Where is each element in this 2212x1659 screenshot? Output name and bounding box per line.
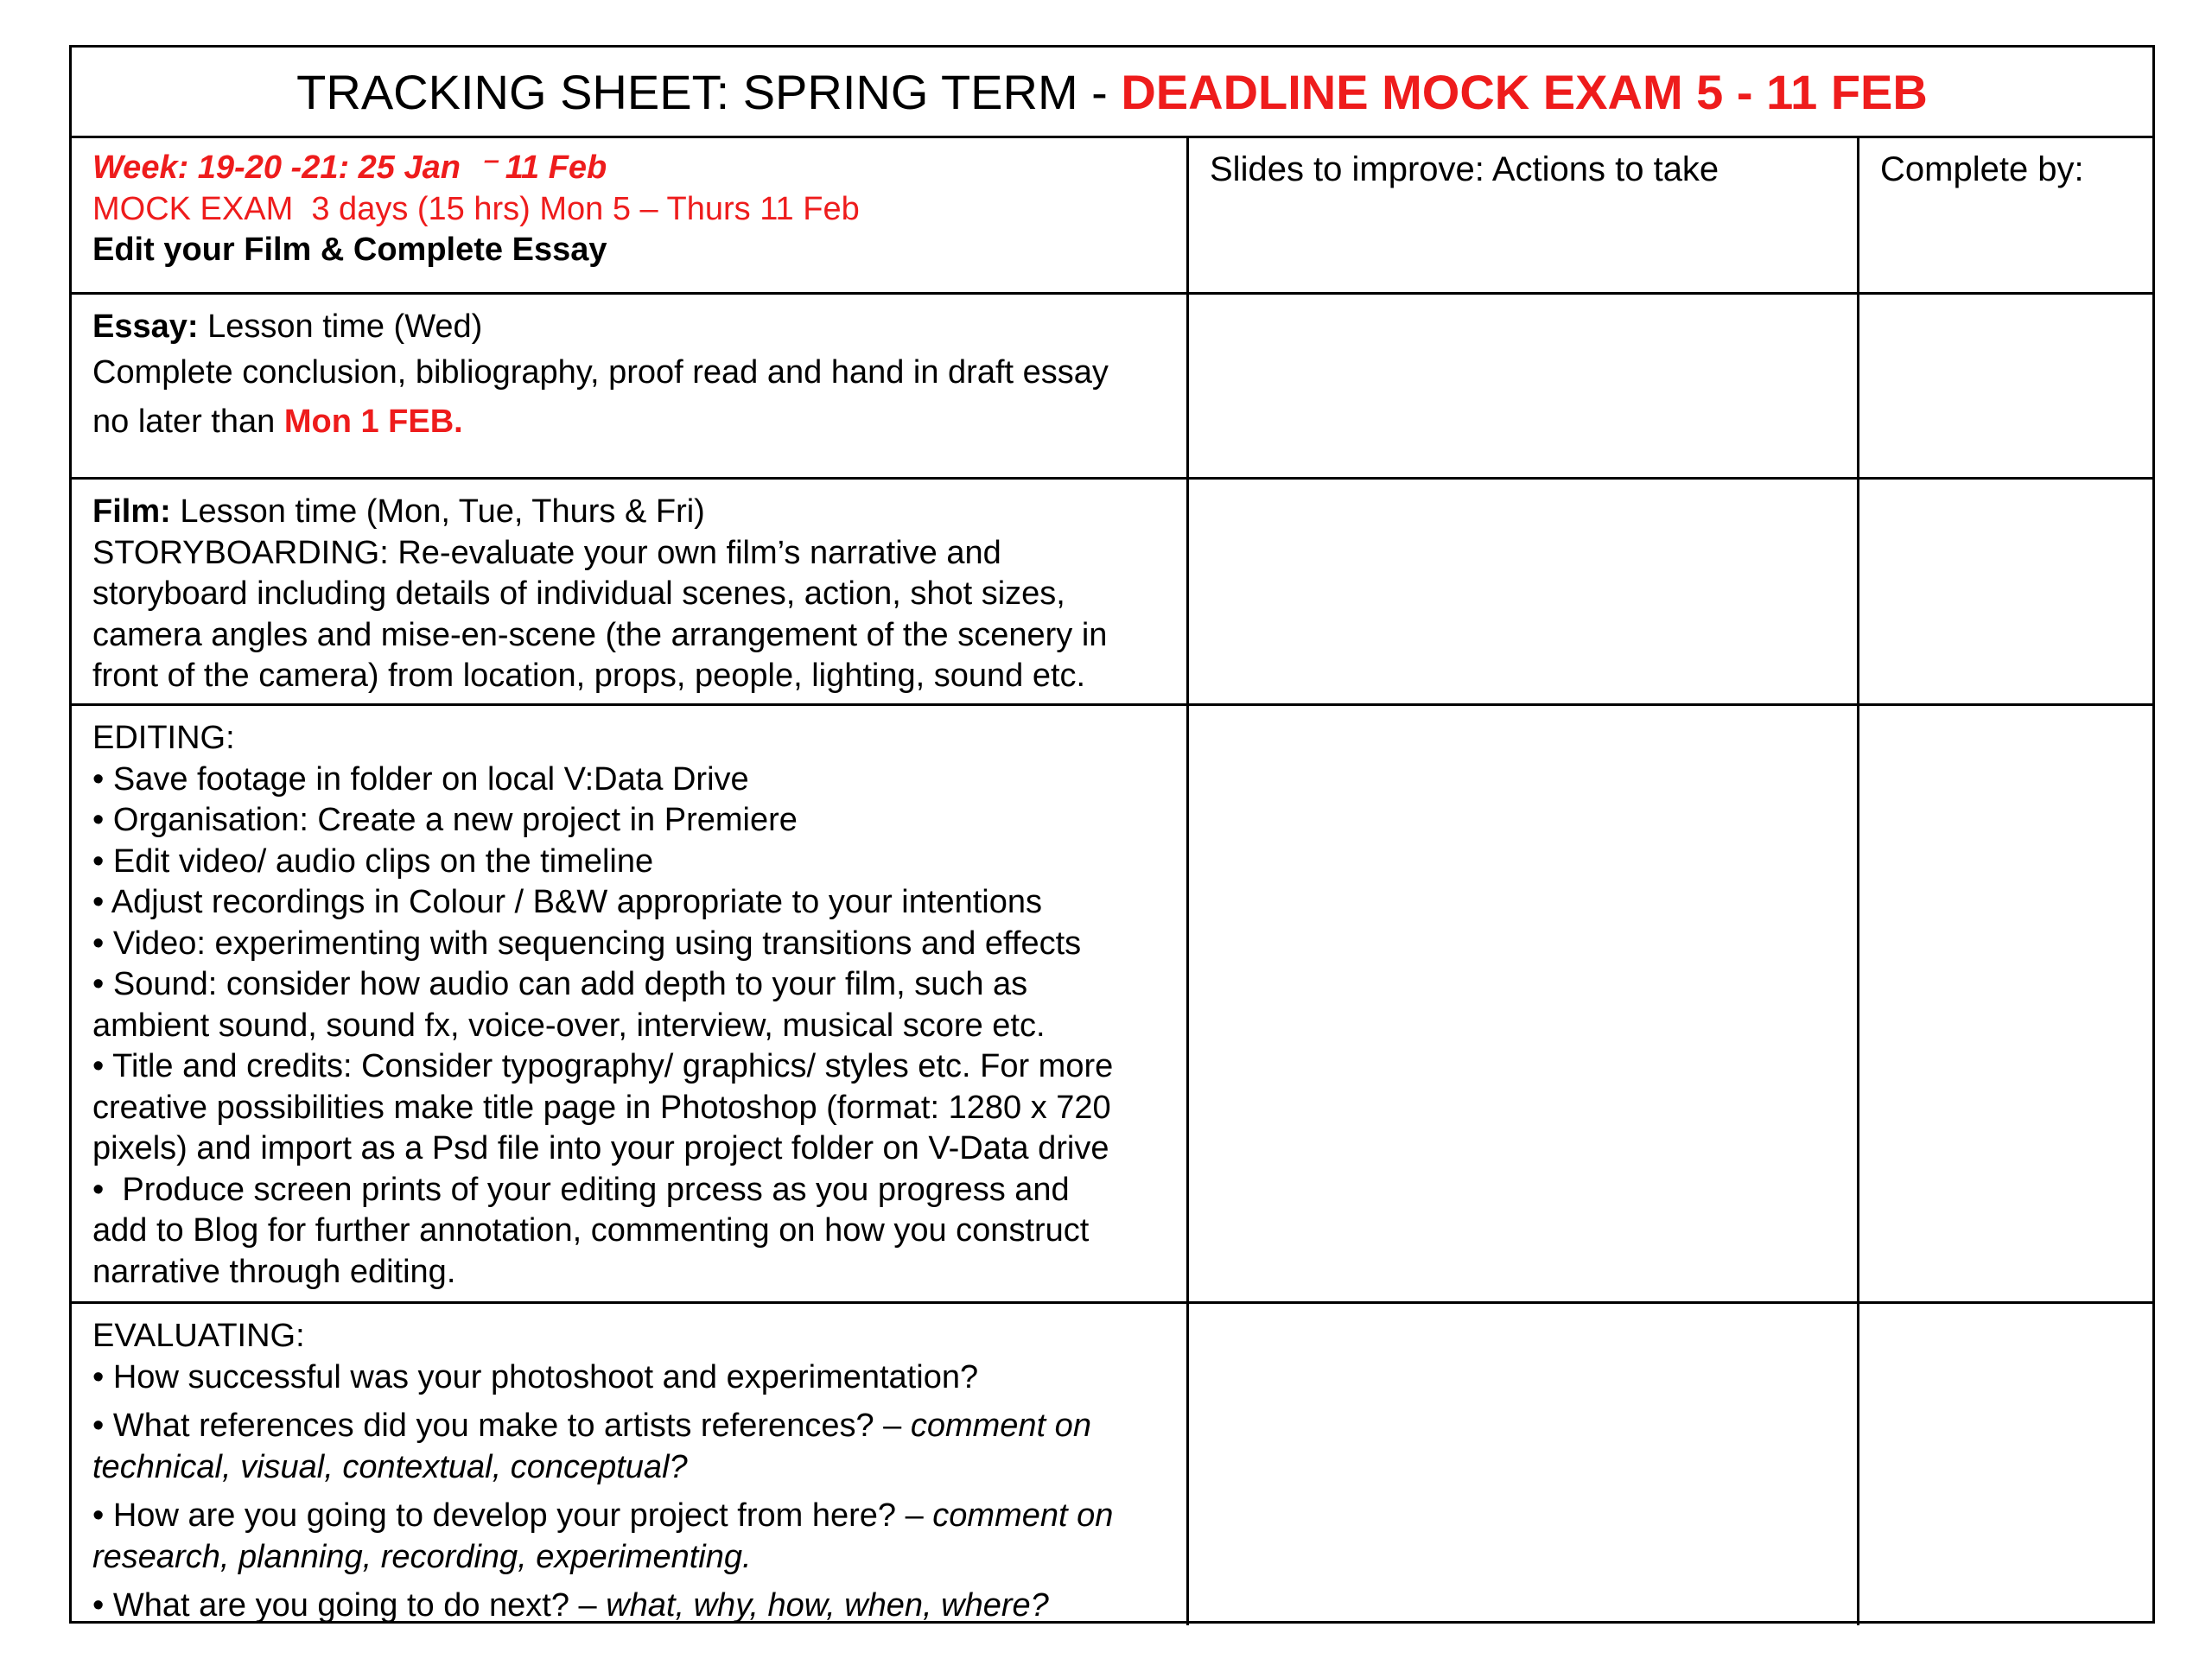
essay-deadline-line xyxy=(92,397,1186,447)
essay-time: Lesson time (Wed) xyxy=(198,308,483,345)
essay-complete-by-cell[interactable] xyxy=(1859,295,2152,477)
editing-line: add to Blog for further annotation, commenting on how you construct xyxy=(92,1212,1090,1249)
editing-actions-cell[interactable] xyxy=(1189,706,1859,1301)
question-hint: comment on xyxy=(910,1408,1091,1444)
tracking-sheet-table xyxy=(69,45,2155,1624)
essay-deadline-prefix: no later than xyxy=(92,403,284,440)
film-line: storyboard including details of individual scenes, action, shot sizes, xyxy=(92,575,1065,612)
question-hint: what, why, how, when, where? xyxy=(606,1587,1049,1624)
essay-row xyxy=(72,295,2152,480)
question-hint: technical, visual, contextual, conceptual? xyxy=(92,1448,688,1485)
essay-deadline: Mon 1 FEB. xyxy=(283,403,463,440)
film-label: Film: xyxy=(92,493,171,530)
editing-line: • Title and credits: Consider typography/ graphics/ styles etc. For more xyxy=(92,1048,1114,1084)
editing-row xyxy=(72,706,2152,1304)
evaluating-question xyxy=(92,1406,1186,1447)
complete-by-column-header xyxy=(1859,136,2152,292)
actions-header-label: Slides to improve: Actions to take xyxy=(1210,150,1719,188)
essay-actions-cell[interactable] xyxy=(1189,295,1859,477)
editing-line: • Adjust recordings in Colour / B&W appropriate to your intentions xyxy=(92,884,1042,920)
essay-task-cell xyxy=(72,295,1189,477)
week-range: Week: 19-20 -21: 25 Jan ⁻ 11 Feb xyxy=(92,149,607,186)
editing-line: creative possibilities make title page in Photoshop (format: 1280 x 720 xyxy=(92,1089,1111,1126)
film-time: Lesson time (Mon, Tue, Thurs & Fri) xyxy=(170,493,705,530)
question-text: • How are you going to develop your project from here? – xyxy=(92,1497,933,1534)
task-summary: Edit your Film & Complete Essay xyxy=(92,232,607,268)
evaluating-task-cell xyxy=(72,1304,1189,1625)
evaluating-question: • How successful was your photoshoot and experimentation? xyxy=(92,1358,979,1395)
title-deadline: DEADLINE MOCK EXAM 5 - 11 FEB xyxy=(1121,64,1928,119)
editing-complete-by-cell[interactable] xyxy=(1859,706,2152,1301)
essay-heading xyxy=(92,307,1186,348)
question-text: • What are you going to do next? – xyxy=(92,1587,607,1624)
editing-task-cell xyxy=(72,706,1189,1301)
question-hint: comment on xyxy=(932,1497,1114,1534)
film-task-cell xyxy=(72,480,1189,703)
film-line: front of the camera) from location, props, people, lighting, sound etc. xyxy=(92,658,1086,694)
film-row xyxy=(72,480,2152,706)
evaluating-complete-by-cell[interactable] xyxy=(1859,1304,2152,1625)
mock-exam-dates: MOCK EXAM 3 days (15 hrs) Mon 5 – Thurs 11 Feb xyxy=(92,190,860,227)
essay-instruction: Complete conclusion, bibliography, proof read and hand in draft essay xyxy=(92,353,1109,391)
editing-line: pixels) and import as a Psd file into your project folder on V-Data drive xyxy=(92,1130,1109,1166)
complete-by-header-label: Complete by: xyxy=(1880,150,2084,188)
evaluating-question xyxy=(92,1496,1186,1537)
editing-line: • Organisation: Create a new project in Premiere xyxy=(92,802,798,838)
editing-line: narrative through editing. xyxy=(92,1253,456,1290)
header-row xyxy=(72,136,2152,295)
editing-line: • Video: experimenting with sequencing using transitions and effects xyxy=(92,925,1082,962)
editing-heading: EDITING: xyxy=(92,720,235,756)
actions-column-header xyxy=(1189,136,1859,292)
editing-line: • Sound: consider how audio can add depth to your film, such as xyxy=(92,966,1028,1002)
film-line: camera angles and mise-en-scene (the arrangement of the scenery in xyxy=(92,616,1108,653)
editing-line: • Save footage in folder on local V:Data Drive xyxy=(92,760,749,798)
title-prefix: TRACKING SHEET: SPRING TERM - xyxy=(296,64,1122,119)
editing-line: • Produce screen prints of your editing prcess as you progress and xyxy=(92,1171,1070,1208)
evaluating-actions-cell[interactable] xyxy=(1189,1304,1859,1625)
sheet-title xyxy=(72,48,2152,138)
essay-label: Essay: xyxy=(92,308,199,345)
question-hint: research, planning, recording, experimenting. xyxy=(92,1538,752,1575)
editing-line: ambient sound, sound fx, voice-over, interview, musical score etc. xyxy=(92,1007,1046,1044)
header-task-cell xyxy=(72,136,1189,292)
evaluating-question xyxy=(92,1586,1186,1627)
film-heading xyxy=(92,492,1186,533)
evaluating-row xyxy=(72,1304,2152,1625)
film-complete-by-cell[interactable] xyxy=(1859,480,2152,703)
film-actions-cell[interactable] xyxy=(1189,480,1859,703)
editing-line: • Edit video/ audio clips on the timeline xyxy=(92,842,654,880)
film-line: STORYBOARDING: Re-evaluate your own film’s narrative and xyxy=(92,534,1001,571)
question-text: • What references did you make to artists references? – xyxy=(92,1408,911,1444)
evaluating-heading: EVALUATING: xyxy=(92,1318,305,1354)
